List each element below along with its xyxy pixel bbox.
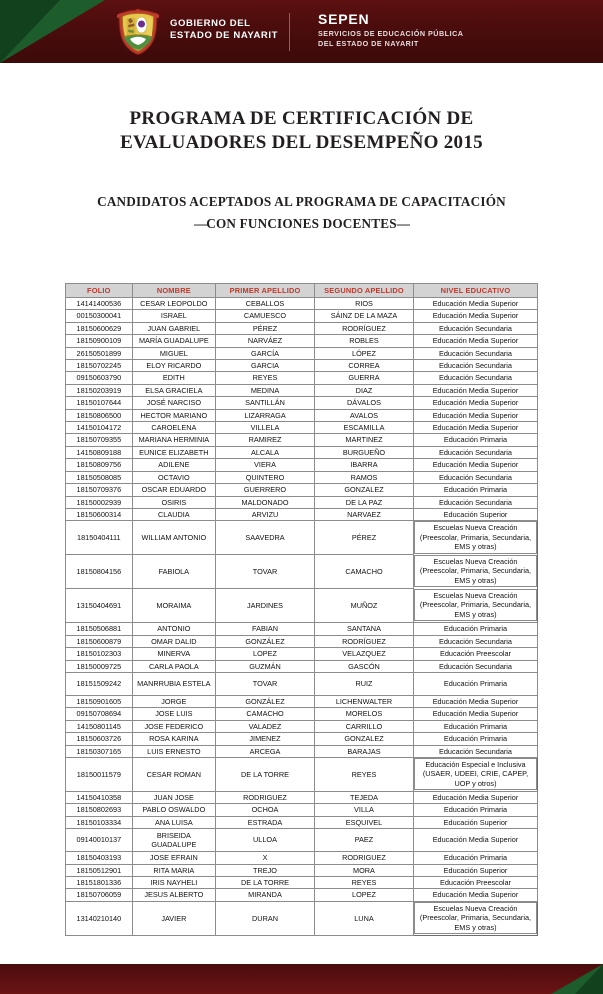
cell-primer-apellido: CEBALLOS [216,298,315,310]
cell-nombre: JAVIER [132,901,215,935]
table-row [66,459,538,471]
cell-folio: 18150809756 [66,459,133,471]
cell-segundo-apellido: NARVAEZ [315,508,414,520]
cell-nombre: MANRRUBIA ESTELA [132,672,215,695]
cell-primer-apellido: DE LA TORRE [216,877,315,889]
cell-folio: 09150708694 [66,708,133,720]
cell-nombre: OSCAR EDUARDO [132,484,215,496]
cell-primer-apellido: PÉREZ [216,322,315,334]
cell-nivel-educativo: Educación Superior [413,508,537,520]
cell-nivel-educativo: Educación Secundaria [413,360,537,372]
cell-segundo-apellido: PAEZ [315,829,414,852]
cell-folio: 00150300041 [66,310,133,322]
cell-segundo-apellido: RODRÍGUEZ [315,322,414,334]
cell-segundo-apellido: RAMOS [315,471,414,483]
cell-nombre: OSIRIS [132,496,215,508]
table-row [66,484,538,496]
cell-nivel-educativo: Educación Media Superior [413,829,537,852]
footer-green-wedge-inner [575,964,603,994]
cell-folio: 09150603790 [66,372,133,384]
cell-nivel-educativo: Educación Media Superior [413,889,537,901]
cell-segundo-apellido: DÁVALOS [315,397,414,409]
cell-folio: 18150709355 [66,434,133,446]
cell-nivel-educativo: Educación Media Superior [413,409,537,421]
cell-segundo-apellido: REYES [315,877,414,889]
cell-folio: 18150802693 [66,804,133,816]
cell-folio: 18150806500 [66,409,133,421]
cell-nivel-educativo: Educación Primaria [413,852,537,864]
cell-folio: 18150706059 [66,889,133,901]
cell-nombre: JOSÉ NARCISO [132,397,215,409]
cell-nivel-educativo: Educación Secundaria [413,660,537,672]
cell-primer-apellido: GUZMÁN [216,660,315,672]
cell-nombre: ROSA KARINA [132,733,215,745]
cell-nombre: CAROELENA [132,422,215,434]
cell-nombre: ANA LUISA [132,816,215,828]
cell-nivel-educativo: Educación Media Superior [413,791,537,803]
cell-nivel-educativo: Escuelas Nueva Creación (Preescolar, Primaria, Secundaria, EMS y otras) [414,521,537,553]
government-wordmark [170,18,278,42]
cell-segundo-apellido: TEJEDA [315,791,414,803]
table-row [66,745,538,757]
table-row [66,695,538,707]
cell-nombre: MARÍA GUADALUPE [132,335,215,347]
cell-nivel-educativo: Educación Media Superior [413,708,537,720]
table-row [66,521,538,555]
cell-nombre: CARLA PAOLA [132,660,215,672]
table-row [66,471,538,483]
cell-nombre: BRISEIDA GUADALUPE [132,829,215,852]
candidates-table [65,283,538,936]
cell-folio: 18150403193 [66,852,133,864]
cell-primer-apellido: TREJO [216,864,315,876]
cell-nombre: LUIS ERNESTO [132,745,215,757]
column-header-folio: FOLIO [66,284,133,298]
cell-nivel-educativo: Educación Primaria [413,804,537,816]
cell-segundo-apellido: CARRILLO [315,720,414,732]
government-line-2-prefix: ESTADO DE [170,30,234,41]
sepen-wordmark [318,12,463,49]
cell-primer-apellido: GARCÍA [216,347,315,359]
cell-folio: 18150512901 [66,864,133,876]
cell-nivel-educativo: Educación Primaria [413,623,537,635]
table-row [66,409,538,421]
page-subtitle-line-1: CANDIDATOS ACEPTADOS AL PROGRAMA DE CAPACITACIÓN [97,194,506,209]
cell-nombre: HECTOR MARIANO [132,409,215,421]
cell-primer-apellido: DE LA TORRE [216,757,315,791]
cell-segundo-apellido: BARAJAS [315,745,414,757]
cell-primer-apellido: MEDINA [216,384,315,396]
cell-folio: 26150501899 [66,347,133,359]
cell-folio: 18151801336 [66,877,133,889]
cell-primer-apellido: VALADEZ [216,720,315,732]
cell-nombre: ISRAEL [132,310,215,322]
cell-segundo-apellido: PÉREZ [315,521,414,555]
column-header-segundo-apellido: SEGUNDO APELLIDO [315,284,414,298]
table-row [66,804,538,816]
table-row [66,422,538,434]
cell-folio: 18150506881 [66,623,133,635]
cell-primer-apellido: JIMENEZ [216,733,315,745]
cell-folio: 18150702245 [66,360,133,372]
table-head [66,284,538,298]
column-header-nivel-educativo: NIVEL EDUCATIVO [413,284,537,298]
subtitle-dash-left: — [194,216,207,231]
table-row [66,635,538,647]
cell-nombre: IRIS NAYHELI [132,877,215,889]
cell-segundo-apellido: RUIZ [315,672,414,695]
cell-segundo-apellido: MORELOS [315,708,414,720]
cell-nombre: OCTAVIO [132,471,215,483]
cell-nivel-educativo: Educación Secundaria [413,322,537,334]
cell-nivel-educativo: Educación Media Superior [413,310,537,322]
cell-primer-apellido: VILLELA [216,422,315,434]
sepen-subtitle [318,29,463,49]
table-row [66,757,538,791]
table-row [66,648,538,660]
cell-folio: 18150203919 [66,384,133,396]
subtitle-dash-right: — [396,216,409,231]
cell-nivel-educativo: Educación Secundaria [413,635,537,647]
cell-nivel-educativo: Escuelas Nueva Creación (Preescolar, Primaria, Secundaria, EMS y otras) [414,555,537,587]
cell-segundo-apellido: CAMACHO [315,555,414,589]
cell-primer-apellido: ESTRADA [216,816,315,828]
cell-primer-apellido: ULLOA [216,829,315,852]
cell-folio: 18150107644 [66,397,133,409]
cell-folio: 18150307165 [66,745,133,757]
cell-nombre: ADILENE [132,459,215,471]
cell-folio: 13140210140 [66,901,133,935]
table-row [66,889,538,901]
cell-primer-apellido: JARDINES [216,589,315,623]
cell-nombre: WILLIAM ANTONIO [132,521,215,555]
cell-nombre: MORAIMA [132,589,215,623]
table-row [66,877,538,889]
cell-nombre: JOSE FEDERICO [132,720,215,732]
cell-segundo-apellido: MARTINEZ [315,434,414,446]
page-title-line-2: EVALUADORES DEL DESEMPEÑO 2015 [120,132,483,153]
cell-primer-apellido: MIRANDA [216,889,315,901]
table-row [66,733,538,745]
cell-nombre: EUNICE ELIZABETH [132,446,215,458]
cell-folio: 18150102303 [66,648,133,660]
cell-nombre: RITA MARIA [132,864,215,876]
table-row [66,347,538,359]
cell-segundo-apellido: GUERRA [315,372,414,384]
table-row [66,384,538,396]
table-row [66,434,538,446]
table-row [66,446,538,458]
cell-nivel-educativo: Educación Media Superior [413,695,537,707]
cell-primer-apellido: TOVAR [216,672,315,695]
cell-nivel-educativo: Escuelas Nueva Creación (Preescolar, Primaria, Secundaria, EMS y otras) [414,589,537,621]
cell-folio: 18150002939 [66,496,133,508]
cell-folio: 18150508085 [66,471,133,483]
cell-folio: 14141400536 [66,298,133,310]
table-row [66,852,538,864]
cell-nombre: JUAN GABRIEL [132,322,215,334]
nayarit-coat-of-arms-icon [113,8,163,56]
table-row [66,720,538,732]
cell-primer-apellido: GUERRERO [216,484,315,496]
cell-segundo-apellido: VELAZQUEZ [315,648,414,660]
document-titles [0,107,603,235]
cell-nivel-educativo: Educación Primaria [413,672,537,695]
table-row [66,372,538,384]
cell-nivel-educativo: Educación Preescolar [413,877,537,889]
table-row [66,298,538,310]
cell-primer-apellido: VIERA [216,459,315,471]
table-row [66,335,538,347]
table-row [66,791,538,803]
page-subtitle [0,191,603,235]
table-row [66,322,538,334]
cell-primer-apellido: GONZÁLEZ [216,695,315,707]
page-footer-band [0,964,603,994]
table-row [66,829,538,852]
cell-nivel-educativo: Escuelas Nueva Creación (Preescolar, Primaria, Secundaria, EMS y otras) [414,902,537,934]
cell-nombre: CLAUDIA [132,508,215,520]
cell-segundo-apellido: SÁINZ DE LA MAZA [315,310,414,322]
cell-primer-apellido: OCHOA [216,804,315,816]
cell-segundo-apellido: GONZALEZ [315,733,414,745]
cell-nivel-educativo: Educación Primaria [413,720,537,732]
cell-nivel-educativo: Educación Superior [413,816,537,828]
cell-primer-apellido: TOVAR [216,555,315,589]
table-row [66,496,538,508]
cell-segundo-apellido: RODRÍGUEZ [315,635,414,647]
cell-segundo-apellido: REYES [315,757,414,791]
table-row [66,555,538,589]
cell-nivel-educativo: Educación Secundaria [413,347,537,359]
cell-folio: 14150801145 [66,720,133,732]
table-body [66,298,538,936]
table-row [66,901,538,935]
cell-nivel-educativo: Educación Especial e Inclusiva (USAER, UDEEI, CRIE, CAPEP, UOP y otros) [414,758,537,790]
cell-primer-apellido: REYES [216,372,315,384]
cell-primer-apellido: ALCALA [216,446,315,458]
sepen-subtitle-line-1: SERVICIOS DE EDUCACIÓN PÚBLICA [318,29,464,38]
cell-primer-apellido: X [216,852,315,864]
cell-folio: 14150410358 [66,791,133,803]
cell-primer-apellido: NARVÁEZ [216,335,315,347]
cell-folio: 14150809188 [66,446,133,458]
table-row [66,864,538,876]
cell-folio: 18150709376 [66,484,133,496]
table-row [66,623,538,635]
government-line-1: GOBIERNO DEL [170,18,251,29]
cell-folio: 18150404111 [66,521,133,555]
cell-folio: 18150600879 [66,635,133,647]
cell-nivel-educativo: Educación Secundaria [413,446,537,458]
cell-folio: 18150009725 [66,660,133,672]
cell-folio: 18150804156 [66,555,133,589]
cell-segundo-apellido: ESQUIVEL [315,816,414,828]
cell-nombre: OMAR DALID [132,635,215,647]
cell-nivel-educativo: Educación Secundaria [413,372,537,384]
cell-nivel-educativo: Educación Primaria [413,733,537,745]
cell-segundo-apellido: DIAZ [315,384,414,396]
cell-folio: 18150011579 [66,757,133,791]
page-title-line-1: PROGRAMA DE CERTIFICACIÓN DE [129,108,474,129]
table-header-row [66,284,538,298]
cell-segundo-apellido: RODRIGUEZ [315,852,414,864]
table-row [66,360,538,372]
cell-primer-apellido: FABIAN [216,623,315,635]
cell-folio: 13150404691 [66,589,133,623]
cell-primer-apellido: SANTILLÁN [216,397,315,409]
cell-segundo-apellido: LÓPEZ [315,347,414,359]
cell-nivel-educativo: Educación Secundaria [413,471,537,483]
cell-primer-apellido: SAAVEDRA [216,521,315,555]
table-row [66,508,538,520]
cell-nivel-educativo: Educación Media Superior [413,397,537,409]
cell-folio: 18150600629 [66,322,133,334]
cell-nombre: JESUS ALBERTO [132,889,215,901]
cell-folio: 18150900109 [66,335,133,347]
cell-nombre: CESAR ROMAN [132,757,215,791]
cell-nombre: EDITH [132,372,215,384]
page-subtitle-line-2-text: CON FUNCIONES DOCENTES [206,216,397,231]
cell-primer-apellido: QUINTERO [216,471,315,483]
cell-primer-apellido: GONZÁLEZ [216,635,315,647]
cell-folio: 18151509242 [66,672,133,695]
cell-folio: 18150901605 [66,695,133,707]
cell-segundo-apellido: CORREA [315,360,414,372]
table-row [66,589,538,623]
table-row [66,397,538,409]
cell-folio: 18150603726 [66,733,133,745]
cell-nivel-educativo: Educación Superior [413,864,537,876]
page-title [0,107,603,155]
cell-segundo-apellido: AVALOS [315,409,414,421]
cell-folio: 18150600314 [66,508,133,520]
cell-nivel-educativo: Educación Primaria [413,434,537,446]
cell-nombre: JORGE [132,695,215,707]
page-header-band [0,0,603,63]
column-header-nombre: NOMBRE [132,284,215,298]
sepen-acronym: SEPEN [318,11,370,27]
sepen-subtitle-state: NAYARIT [384,39,419,48]
cell-nivel-educativo: Educación Primaria [413,484,537,496]
header-content [0,0,603,63]
cell-folio: 09140010137 [66,829,133,852]
cell-nombre: JUAN JOSE [132,791,215,803]
cell-nombre: CESAR LEOPOLDO [132,298,215,310]
sepen-subtitle-line-2 [318,39,463,49]
cell-segundo-apellido: MUÑOZ [315,589,414,623]
cell-nivel-educativo: Educación Preescolar [413,648,537,660]
table-row [66,816,538,828]
government-line-2-state: NAYARIT [233,30,279,41]
cell-nombre: ELSA GRACIELA [132,384,215,396]
cell-segundo-apellido: DE LA PAZ [315,496,414,508]
cell-primer-apellido: LIZARRAGA [216,409,315,421]
table-row [66,310,538,322]
column-header-primer-apellido: PRIMER APELLIDO [216,284,315,298]
table-row [66,660,538,672]
cell-nombre: JOSE EFRAIN [132,852,215,864]
table-row [66,708,538,720]
cell-primer-apellido: RAMIREZ [216,434,315,446]
cell-nivel-educativo: Educación Secundaria [413,496,537,508]
cell-nombre: JOSE LUIS [132,708,215,720]
cell-nombre: ELOY RICARDO [132,360,215,372]
cell-segundo-apellido: LOPEZ [315,889,414,901]
cell-segundo-apellido: ROBLES [315,335,414,347]
cell-primer-apellido: ARVIZU [216,508,315,520]
cell-segundo-apellido: GASCÓN [315,660,414,672]
government-line-2 [170,30,278,42]
cell-folio: 18150103334 [66,816,133,828]
header-divider [289,13,290,51]
cell-primer-apellido: MALDONADO [216,496,315,508]
cell-nivel-educativo: Educación Media Superior [413,459,537,471]
cell-primer-apellido: CAMACHO [216,708,315,720]
cell-segundo-apellido: RIOS [315,298,414,310]
cell-segundo-apellido: MORA [315,864,414,876]
cell-nivel-educativo: Educación Media Superior [413,335,537,347]
cell-nombre: FABIOLA [132,555,215,589]
cell-segundo-apellido: SANTANA [315,623,414,635]
cell-nivel-educativo: Educación Media Superior [413,384,537,396]
cell-primer-apellido: ARCEGA [216,745,315,757]
cell-segundo-apellido: VILLA [315,804,414,816]
cell-nombre: MIGUEL [132,347,215,359]
cell-folio: 14150104172 [66,422,133,434]
cell-segundo-apellido: BURGUEÑO [315,446,414,458]
cell-nombre: PABLO OSWALDO [132,804,215,816]
cell-segundo-apellido: ESCAMILLA [315,422,414,434]
cell-segundo-apellido: IBARRA [315,459,414,471]
cell-nivel-educativo: Educación Secundaria [413,745,537,757]
cell-nombre: ANTONIO [132,623,215,635]
cell-primer-apellido: GARCIA [216,360,315,372]
cell-segundo-apellido: LUNA [315,901,414,935]
cell-primer-apellido: LOPEZ [216,648,315,660]
sepen-subtitle-line-2-prefix: DEL ESTADO DE [318,39,385,48]
cell-primer-apellido: CAMUESCO [216,310,315,322]
cell-segundo-apellido: GONZALEZ [315,484,414,496]
cell-nombre: MARIANA HERMINIA [132,434,215,446]
cell-primer-apellido: RODRIGUEZ [216,791,315,803]
cell-nivel-educativo: Educación Media Superior [413,298,537,310]
cell-nombre: MINERVA [132,648,215,660]
cell-segundo-apellido: LICHENWALTER [315,695,414,707]
candidates-table-container [65,283,538,936]
cell-primer-apellido: DURAN [216,901,315,935]
page-subtitle-line-2 [0,213,603,235]
cell-nivel-educativo: Educación Media Superior [413,422,537,434]
table-row [66,672,538,695]
